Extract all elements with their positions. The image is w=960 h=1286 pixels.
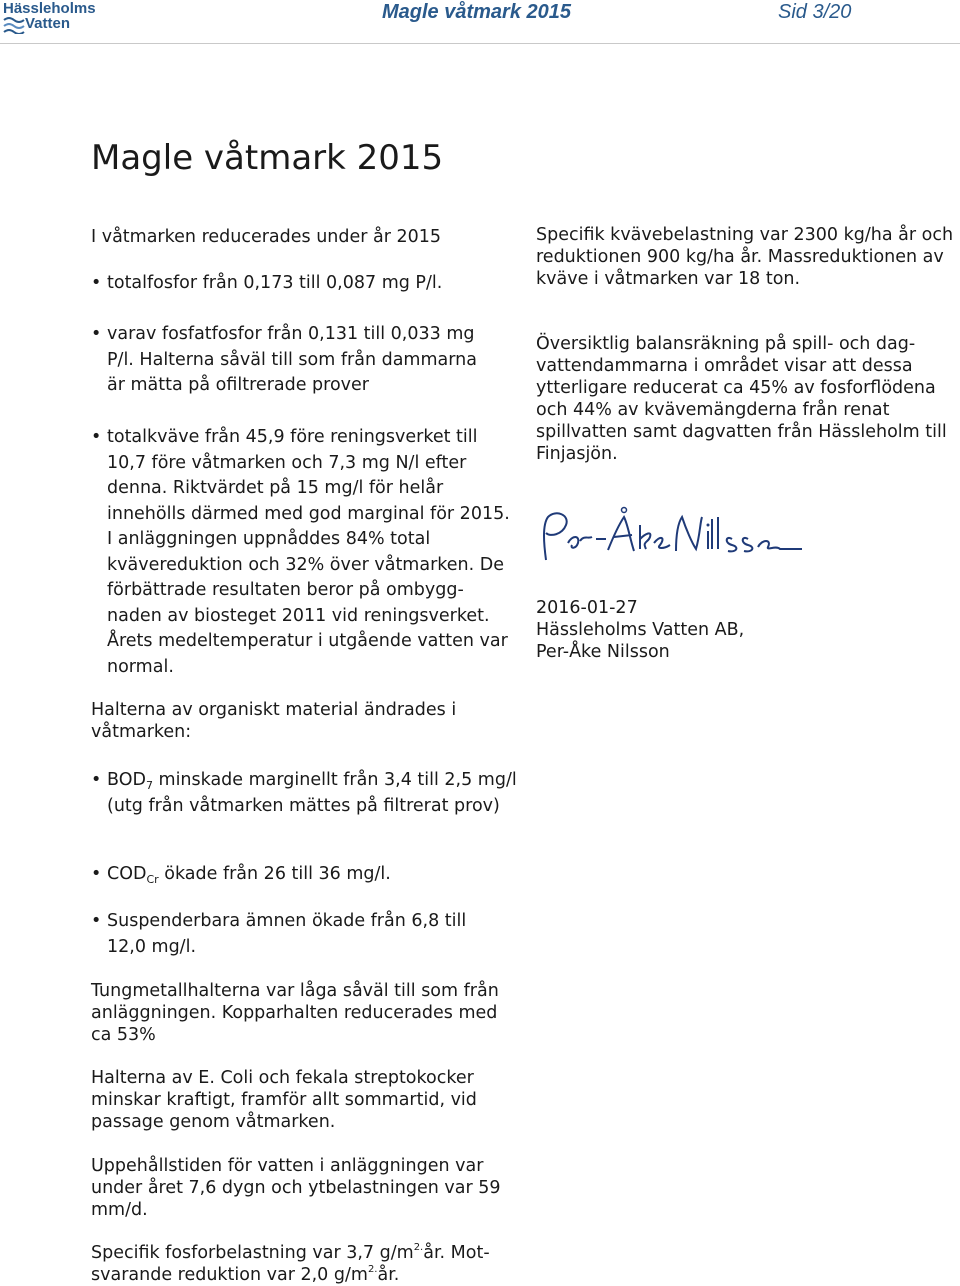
organic-intro bbox=[91, 699, 491, 743]
signature-name: Per-Åke Nilsson bbox=[536, 642, 670, 662]
phosphorus-load-paragraph bbox=[91, 1242, 531, 1286]
list-item-text: Suspenderbara ämnen ökade från 6,8 till 12,0 mg/l. bbox=[107, 911, 467, 957]
bullet-icon: • bbox=[91, 864, 102, 884]
intro-text bbox=[91, 226, 521, 248]
nitrogen-paragraph bbox=[536, 224, 960, 290]
phos-load-sup2: 2. bbox=[367, 1264, 378, 1275]
header-divider bbox=[0, 43, 960, 44]
bod-text: minskade marginellt från 3,4 till 2,5 mg/l (utg från våtmarken mättes på filtrerat prov) bbox=[107, 770, 517, 816]
cod-label: COD bbox=[107, 864, 147, 884]
metals-paragraph bbox=[91, 980, 521, 1046]
bullet-icon: • bbox=[91, 427, 102, 447]
bod-label: BOD bbox=[107, 770, 146, 790]
page-title: Magle våtmark 2015 bbox=[91, 138, 444, 178]
signature-company: Hässleholms Vatten AB, bbox=[536, 620, 745, 640]
bullet-icon: • bbox=[91, 911, 102, 931]
nitrogen-text: Specifik kvävebelastning var 2300 kg/ha år och reduktionen 900 kg/ha år. Massreduktionen av kväve i våtmarken var 18 ton. bbox=[536, 225, 954, 289]
phos-load-c: år. bbox=[377, 1265, 400, 1285]
list-item-text: totalfosfor från 0,173 till 0,087 mg P/l. bbox=[107, 273, 443, 293]
list-item-text: totalkväve från 45,9 före reningsverket till 10,7 före våtmarken och 7,3 mg N/l efter denna. Riktvärdet på 15 mg/l för helår innehölls därmed med god marginal för 2015. I anläggningen uppnåddes 84% total kvävereduktion och 32% över våtmarken. De förbättrade resultaten beror på ombygg-naden av biosteget 2011 vid reningsverket. Årets medeltemperatur i utgående vatten var normal. bbox=[107, 427, 510, 677]
list-item-text bbox=[107, 768, 522, 819]
cod-subscript: Cr bbox=[146, 873, 159, 886]
company-logo bbox=[3, 1, 103, 35]
balance-text: Översiktlig balansräkning på spill- och dag-vattendammarna i området visar att dessa ytterligare reducerat ca 45% av fosforflödena och 44% av kvävemängderna från renat spillvatten samt dagvatten från Hässleholm till Finjasjön. bbox=[536, 334, 947, 464]
logo-wave-icon bbox=[3, 16, 25, 34]
list-item-text: varav fosfatfosfor från 0,131 till 0,033 mg P/l. Halterna såväl till som från dammarna är mätta på ofiltrerade prover bbox=[107, 324, 477, 395]
bullet-icon: • bbox=[91, 273, 102, 293]
phos-load-b: år. Mot-svarande reduktion var 2,0 g/m bbox=[91, 1243, 490, 1285]
metals-text: Tungmetallhalterna var låga såväl till som från anläggningen. Kopparhalten reducerades med ca 53% bbox=[91, 981, 499, 1045]
signature-block bbox=[536, 597, 960, 663]
page-number: Sid 3/20 bbox=[778, 1, 852, 23]
cod-text: ökade från 26 till 36 mg/l. bbox=[158, 864, 391, 884]
bod-subscript: 7 bbox=[145, 779, 153, 792]
page-header bbox=[0, 0, 960, 36]
ecoli-paragraph bbox=[91, 1067, 511, 1133]
phos-load-sup: 2. bbox=[413, 1242, 424, 1253]
list-item-text bbox=[107, 862, 527, 888]
phosphorus-load-text bbox=[91, 1242, 531, 1286]
signature-image bbox=[536, 505, 806, 570]
signature-date: 2016-01-27 bbox=[536, 598, 638, 618]
organic-intro-text: Halterna av organiskt material ändrades i våtmarken: bbox=[91, 700, 457, 742]
residence-paragraph bbox=[91, 1155, 511, 1221]
intro-paragraph: I våtmarken reducerades under år 2015 bbox=[91, 227, 442, 247]
header-title: Magle våtmark 2015 bbox=[382, 1, 572, 23]
phos-load-a: Specifik fosforbelastning var 3,7 g/m bbox=[91, 1243, 414, 1263]
logo-line1: Hässleholms bbox=[3, 0, 96, 17]
logo-line2: Vatten bbox=[25, 15, 71, 32]
balance-paragraph bbox=[536, 333, 960, 465]
ecoli-text: Halterna av E. Coli och fekala streptokocker minskar kraftigt, framför allt sommartid, vid passage genom våtmarken. bbox=[91, 1068, 477, 1132]
bullet-icon: • bbox=[91, 770, 102, 790]
residence-text: Uppehållstiden för vatten i anläggningen var under året 7,6 dygn och ytbelastningen var 59 mm/d. bbox=[91, 1156, 501, 1220]
bullet-icon: • bbox=[91, 324, 102, 344]
